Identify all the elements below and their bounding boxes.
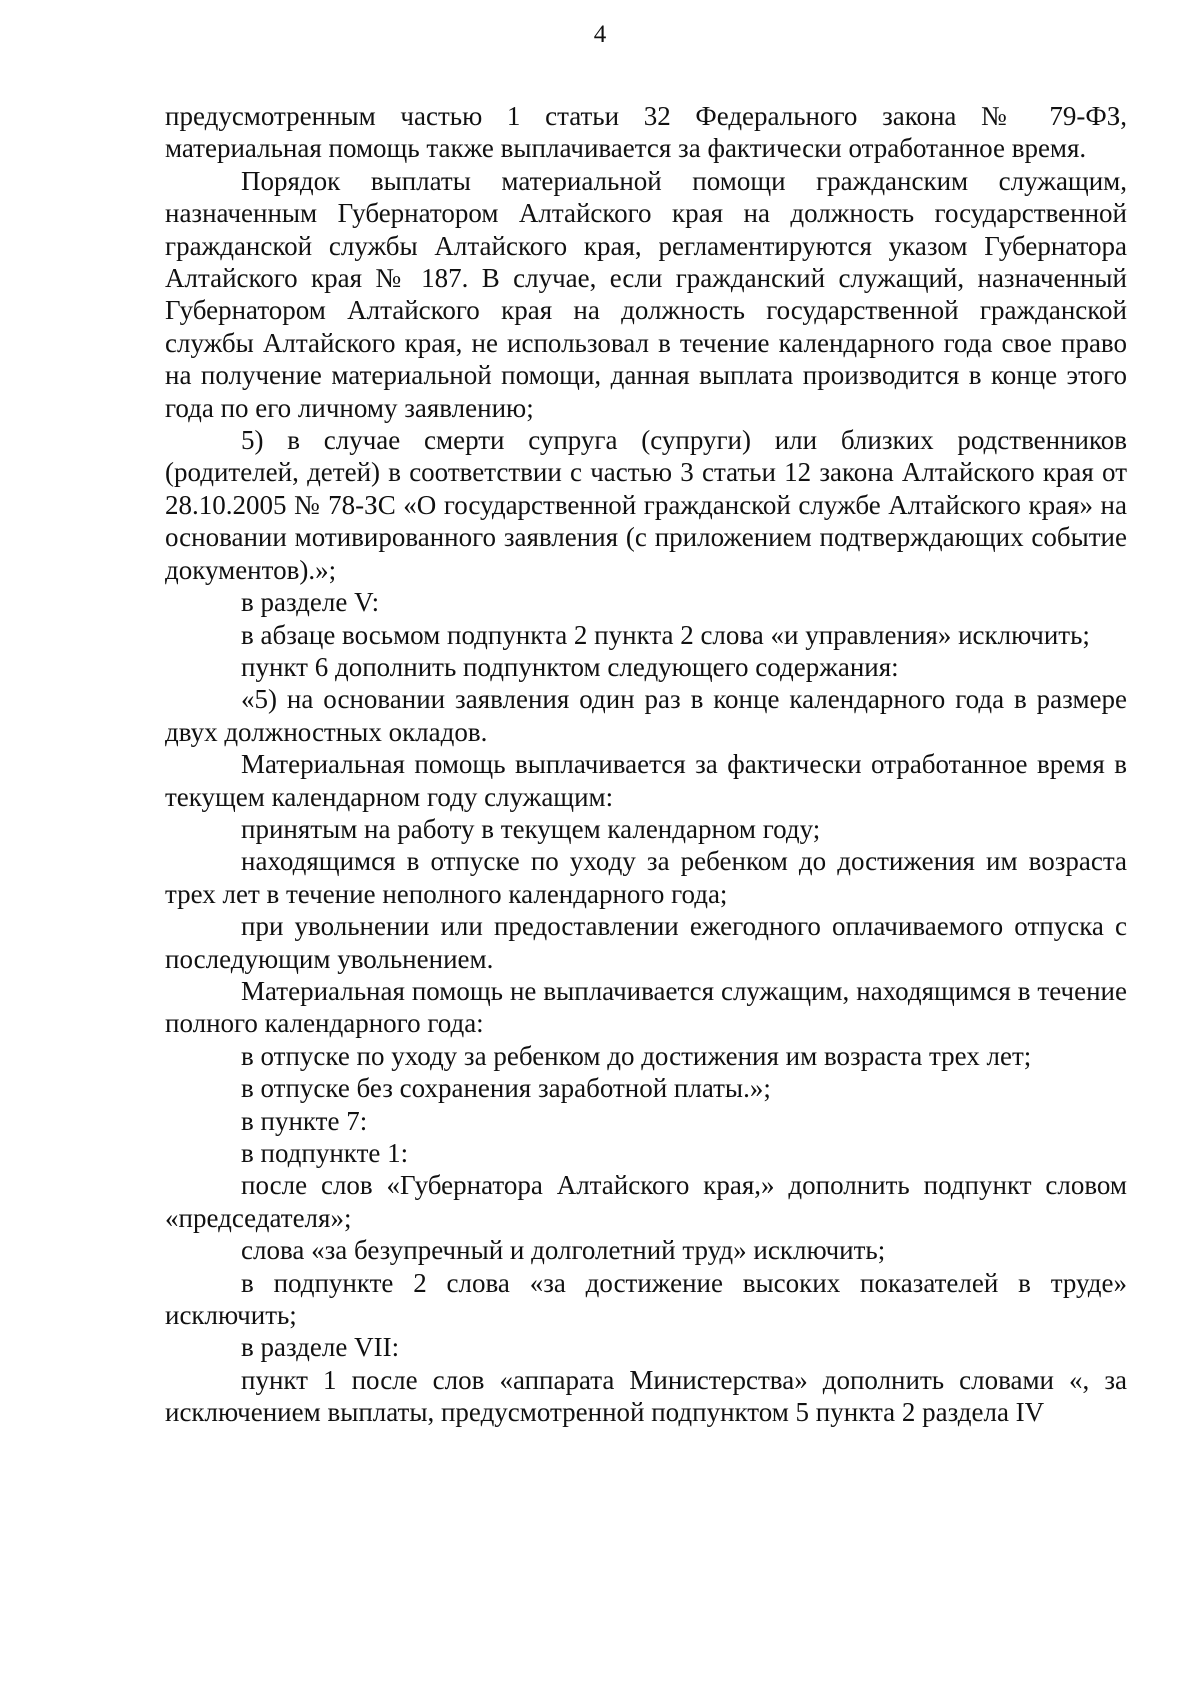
paragraph-subpoint-2: в подпункте 2 слова «за достижение высоких показателей в труде» исключить; [165, 1267, 1127, 1331]
document-body [165, 100, 1127, 1429]
paragraph-section-v: в разделе V: [241, 587, 380, 618]
paragraph-worked-time: Материальная помощь выплачивается за фактически отработанное время в текущем календарном году служащим: [165, 749, 1127, 812]
paragraph-unpaid-leave: в отпуске без сохранения заработной платы.»; [241, 1073, 771, 1104]
paragraph-exclude-management: в абзаце восьмом подпункта 2 пункта 2 слова «и управления» исключить; [241, 619, 1090, 650]
paragraph-new-item-5: «5) на основании заявления один раз в конце календарного года в размере двух должностных окладов. [165, 684, 1127, 747]
paragraph-child-leave-full: в отпуске по уходу за ребенком до достижения им возраста трех лет; [241, 1040, 1032, 1071]
paragraph-child-leave: находящимся в отпуске по уходу за ребенком до достижения им возраста трех лет в течение неполного календарного года; [165, 846, 1127, 909]
paragraph-section-vii: в разделе VII: [241, 1332, 400, 1363]
paragraph-hired: принятым на работу в текущем календарном году; [241, 813, 821, 844]
paragraph-exclude-labor: слова «за безупречный и долголетний труд» исключить; [241, 1235, 886, 1266]
paragraph-continuation: предусмотренным частью 1 статьи 32 Федерального закона № 79-ФЗ, материальная помощь также выплачивается за фактически отработанное время. [165, 101, 1127, 164]
paragraph-point-7: в пункте 7: [241, 1105, 368, 1136]
paragraph-dismissal: при увольнении или предоставлении ежегодного оплачиваемого отпуска с последующим увольнением. [165, 911, 1127, 974]
paragraph-not-paid: Материальная помощь не выплачивается служащим, находящимся в течение полного календарного года: [165, 975, 1127, 1039]
paragraph-item-5-death: 5) в случае смерти супруга (супруги) или близких родственников (родителей, детей) в соответствии с частью 3 статьи 12 закона Алтайского края от 28.10.2005 № 78-ЗС «О государственной гражданской службе Алтайского края» на основании мотивированного заявления (с приложением подтверждающих событие документов).»; [165, 425, 1127, 585]
paragraph-point-6: пункт 6 дополнить подпунктом следующего содержания: [241, 651, 899, 682]
paragraph-subpoint-1: в подпункте 1: [241, 1138, 409, 1168]
paragraph-add-chairman: после слов «Губернатора Алтайского края,» дополнить подпункт словом «председателя»; [165, 1170, 1127, 1233]
page-number: 4 [593, 21, 607, 48]
paragraph-payment-procedure: Порядок выплаты материальной помощи гражданским служащим, назначенным Губернатором Алтайского края на должность государственной гражданской службы Алтайского края, регламентируются указом Губернатора Алтайского края № 187. В случае, если гражданский служащий, назначенный Губернатором Алтайского края на должность государственной гражданской службы Алтайского края, не использовал в течение календарного года свое право на получение материальной помощи, данная выплата производится в конце этого года по его личному заявлению; [165, 165, 1127, 423]
paragraph-point-1-apparatus: пункт 1 после слов «аппарата Министерства» дополнить словами «, за исключением выплаты, предусмотренной подпунктом 5 пункта 2 раздела IV [165, 1364, 1127, 1428]
